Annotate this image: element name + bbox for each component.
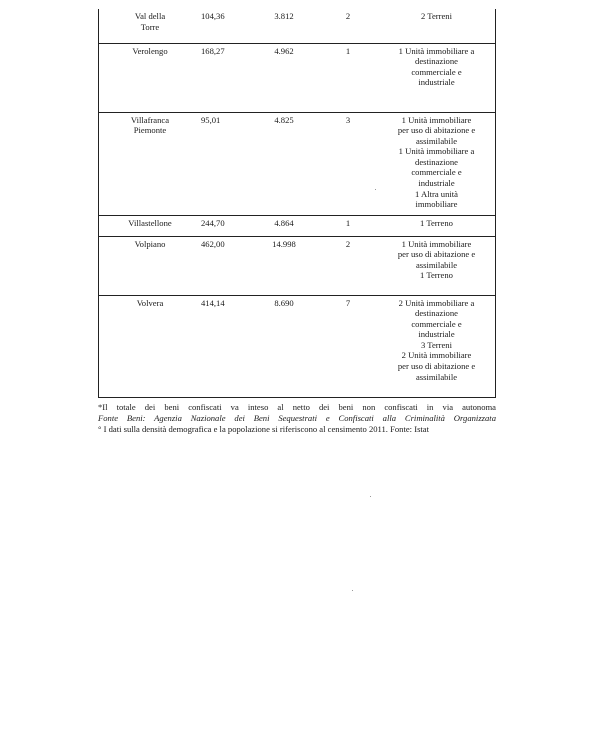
municipalities-table (98, 9, 496, 398)
comune-text: Val della Torre (134, 11, 166, 32)
comune-text: Volvera (136, 297, 164, 308)
beni-cell (376, 236, 496, 295)
beni-text: 1 Terreno (420, 217, 453, 228)
superficie-cell: 95,01 (201, 112, 248, 215)
beni-text: 1 Unità immobiliare a destinazione commerciale e industriale (398, 45, 475, 88)
popolazione-cell: 3.812 (248, 9, 320, 43)
footnote-census-source: ° I dati sulla densità demografica e la popolazione si riferiscono al censimento 2011. Fonte: Istat (98, 424, 430, 434)
popolazione-cell: 4.864 (248, 215, 320, 236)
popolazione-cell: 4.825 (248, 112, 320, 215)
superficie-cell: 414,14 (201, 295, 248, 397)
footnote-source-agency: Fonte Beni: Agenzia Nazionale dei Beni Sequestrati e Confiscati alla Criminalità Organizzata (98, 413, 496, 423)
superficie-cell: 462,00 (201, 236, 248, 295)
beni-cell (376, 215, 496, 236)
beni-text: 2 Terreni (421, 11, 452, 21)
comune-text: Volpiano (134, 238, 166, 249)
table-row (99, 215, 496, 236)
popolazione-cell: 14.998 (248, 236, 320, 295)
totale-cell: 2 (320, 9, 376, 43)
totale-cell: 3 (320, 112, 376, 215)
beni-cell (376, 9, 496, 43)
popolazione-cell: 4.962 (248, 43, 320, 112)
comune-cell (99, 112, 202, 215)
beni-cell (376, 112, 496, 215)
beni-text: 1 Unità immobiliare per uso di abitazione e assimilabile 1 Terreno (397, 238, 476, 281)
popolazione-cell: 8.690 (248, 295, 320, 397)
totale-cell: 2 (320, 236, 376, 295)
comune-cell (99, 43, 202, 112)
scan-speck (370, 496, 371, 497)
comune-text: Villastellone (128, 217, 172, 228)
totale-cell: 7 (320, 295, 376, 397)
table-row (99, 295, 496, 397)
superficie-cell: 244,70 (201, 215, 248, 236)
comune-text: Verolengo (132, 45, 168, 56)
superficie-cell: 168,27 (201, 43, 248, 112)
table-row (99, 43, 496, 112)
totale-cell: 1 (320, 43, 376, 112)
scan-speck (375, 189, 376, 190)
table-row (99, 112, 496, 215)
beni-text: 1 Unità immobiliare per uso di abitazione e assimilabile 1 Unità immobiliare a destinazione commerciale e industriale 1 Altra unità immobiliare (397, 114, 476, 210)
comune-cell (99, 236, 202, 295)
footnote-confiscated-total: *Il totale dei beni confiscati va inteso al netto dei beni non confiscati in via autonoma (98, 402, 496, 412)
scan-speck (352, 590, 353, 591)
comune-cell (99, 215, 202, 236)
comune-cell (99, 295, 202, 397)
superficie-cell: 104,36 (201, 9, 248, 43)
beni-cell (376, 295, 496, 397)
beni-text: 2 Unità immobiliare a destinazione commerciale e industriale 3 Terreni 2 Unità immobiliare per uso di abitazione e assimilabile (397, 297, 476, 382)
beni-cell (376, 43, 496, 112)
comune-cell (99, 9, 202, 43)
table-row (99, 9, 496, 43)
table-row (99, 236, 496, 295)
comune-text: Villafranca Piemonte (130, 114, 170, 136)
totale-cell: 1 (320, 215, 376, 236)
footnotes (98, 402, 496, 435)
